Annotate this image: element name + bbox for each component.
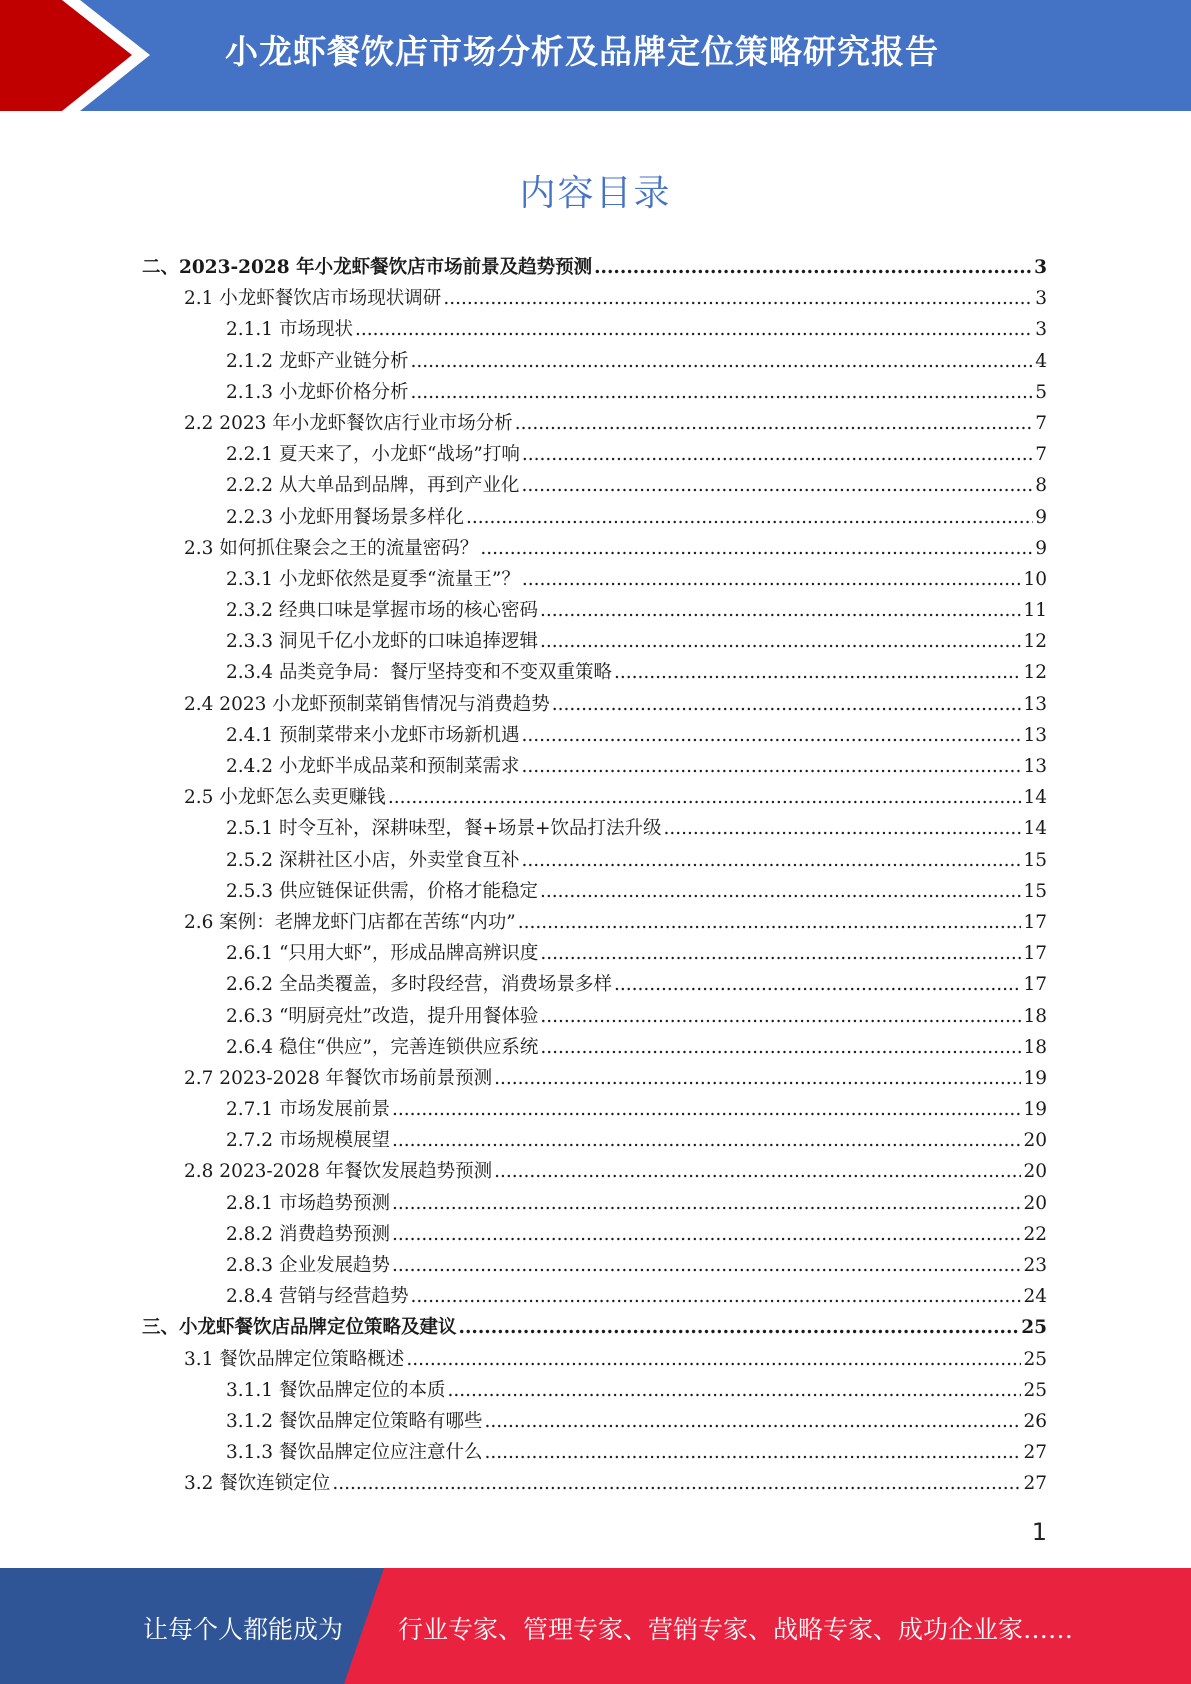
- toc-entry-label: 2.5.2 深耕社区小店，外卖堂食互补: [226, 849, 520, 871]
- toc-dot-leader: [552, 694, 1022, 715]
- toc-entry[interactable]: [0, 1064, 1047, 1095]
- toc-entry-label: 2.3 如何抓住聚会之王的流量密码？: [184, 537, 479, 559]
- toc-entry-page: 13: [1023, 756, 1047, 777]
- toc-entry[interactable]: [0, 1407, 1047, 1438]
- toc-entry-page: 17: [1023, 943, 1047, 965]
- toc-entry-page: 27: [1023, 1473, 1047, 1495]
- toc-entry-page: 13: [1023, 724, 1047, 746]
- toc-dot-leader: [521, 475, 1033, 496]
- toc-entry-page: 7: [1035, 444, 1047, 466]
- toc-entry-label: 2.2 2023 年小龙虾餐饮店行业市场分析: [184, 412, 513, 434]
- toc-dot-leader: [332, 1473, 1021, 1494]
- toc-entry[interactable]: [0, 503, 1047, 534]
- toc-entry-label: 2.6.4 稳住“供应”，完善连锁供应系统: [226, 1036, 539, 1058]
- toc-entry-page: 25: [1023, 1379, 1047, 1401]
- toc-entry-page: 23: [1023, 1255, 1047, 1276]
- toc-entry-page: 12: [1023, 631, 1047, 653]
- toc-entry-page: 10: [1023, 568, 1047, 590]
- toc-dot-leader: [484, 1411, 1021, 1432]
- toc-entry-label: 2.2.2 从大单品到品牌，再到产业化: [226, 475, 520, 497]
- toc-entry-label: 2.3.2 经典口味是掌握市场的核心密码: [226, 600, 538, 622]
- toc-entry-label: 3.1.3 餐饮品牌定位应注意什么: [226, 1442, 483, 1464]
- toc-entry-page: 20: [1023, 1192, 1047, 1214]
- toc-entry-page: 8: [1035, 475, 1047, 497]
- toc-entry-page: 20: [1023, 1130, 1047, 1152]
- toc-entry-page: 26: [1023, 1410, 1047, 1432]
- toc-entry-label: 二、2023-2028 年小龙虾餐饮店市场前景及趋势预测: [142, 257, 593, 278]
- toc-entry[interactable]: [0, 721, 1047, 752]
- toc-entry-label: 2.1 小龙虾餐饮店市场现状调研: [184, 288, 442, 310]
- toc-dot-leader: [540, 943, 1021, 964]
- toc-entry[interactable]: [0, 627, 1047, 658]
- toc-entry-label: 2.6.3 “明厨亮灶”改造，提升用餐体验: [226, 1005, 539, 1027]
- toc-entry[interactable]: [0, 284, 1047, 315]
- toc-entry[interactable]: [0, 1002, 1047, 1033]
- footer-banner: [0, 1568, 1191, 1684]
- toc-entry-label: 2.1.2 龙虾产业链分析: [226, 350, 409, 372]
- toc-entry-page: 5: [1035, 381, 1047, 403]
- toc-entry[interactable]: [0, 1345, 1047, 1376]
- toc-entry[interactable]: [0, 1469, 1047, 1500]
- toc-dot-leader: [447, 1380, 1021, 1401]
- toc-entry-label: 2.6 案例：老牌龙虾门店都在苦练“内功”: [184, 911, 516, 933]
- toc-entry-label: 2.2.3 小龙虾用餐场景多样化: [226, 506, 464, 528]
- toc-entry-page: 18: [1023, 1005, 1047, 1027]
- toc-entry-page: 19: [1023, 1067, 1047, 1089]
- toc-entry[interactable]: [0, 1033, 1047, 1064]
- toc-dot-leader: [494, 1161, 1021, 1182]
- toc-dot-leader: [392, 1193, 1021, 1214]
- toc-dot-leader: [614, 662, 1021, 683]
- toc-entry-label: 2.2.1 夏天来了，小龙虾“战场”打响: [226, 444, 520, 466]
- toc-entry-label: 2.5 小龙虾怎么卖更赚钱: [184, 787, 386, 809]
- toc-entry[interactable]: [0, 783, 1047, 814]
- toc-entry-label: 2.7.2 市场规模展望: [226, 1130, 390, 1152]
- toc-dot-leader: [515, 413, 1033, 434]
- toc-entry-label: 2.6.2 全品类覆盖，多时段经营，消费场景多样: [226, 974, 612, 996]
- toc-dot-leader: [443, 288, 1033, 309]
- toc-dot-leader: [410, 1286, 1021, 1307]
- toc-entry-page: 12: [1023, 662, 1047, 684]
- toc-entry[interactable]: [0, 814, 1047, 845]
- page-number: 1: [1031, 1518, 1047, 1546]
- toc-entry[interactable]: [0, 908, 1047, 939]
- toc-entry-page: 15: [1023, 849, 1047, 871]
- toc-dot-leader: [480, 538, 1033, 559]
- toc-entry-label: 3.1 餐饮品牌定位策略概述: [184, 1348, 405, 1370]
- toc-entry-page: 17: [1023, 911, 1047, 933]
- toc-dot-leader: [540, 600, 1021, 621]
- toc-entry-page: 25: [1023, 1348, 1047, 1370]
- toc-entry[interactable]: [0, 471, 1047, 502]
- toc-entry-label: 2.5.1 时令互补，深耕味型，餐+场景+饮品打法升级: [226, 818, 662, 840]
- toc-entry[interactable]: [0, 1126, 1047, 1157]
- toc-entry[interactable]: [0, 409, 1047, 440]
- toc-entry-page: 24: [1023, 1286, 1047, 1308]
- toc-dot-leader: [614, 974, 1021, 995]
- toc-entry[interactable]: [0, 939, 1047, 970]
- toc-entry[interactable]: [0, 1251, 1047, 1282]
- toc-dot-leader: [594, 257, 1032, 278]
- footer-expert-list: 行业专家、管理专家、营销专家、战略专家、成功企业家……: [398, 1615, 1074, 1644]
- toc-entry-label: 2.7.1 市场发展前景: [226, 1099, 390, 1121]
- toc-entry-label: 3.2 餐饮连锁定位: [184, 1473, 331, 1495]
- toc-entry-label: 2.5.3 供应链保证供需，价格才能稳定: [226, 880, 538, 902]
- toc-entry-label: 2.8.3 企业发展趋势: [226, 1255, 390, 1276]
- report-title: 小龙虾餐饮店市场分析及品牌定位策略研究报告: [225, 32, 939, 71]
- toc-entry[interactable]: [0, 534, 1047, 565]
- toc-entry-page: 9: [1035, 506, 1047, 528]
- toc-dot-leader: [392, 1224, 1021, 1245]
- toc-dot-leader: [518, 912, 1022, 933]
- toc-entry-page: 25: [1021, 1317, 1047, 1339]
- toc-dot-leader: [540, 631, 1021, 652]
- toc-entry-page: 3: [1035, 288, 1047, 310]
- toc-entry-label: 3.1.2 餐饮品牌定位策略有哪些: [226, 1410, 483, 1432]
- toc-entry-label: 2.7 2023-2028 年餐饮市场前景预测: [184, 1067, 493, 1089]
- toc-entry-label: 2.8.2 消费趋势预测: [226, 1223, 390, 1245]
- toc-entry[interactable]: [0, 440, 1047, 471]
- toc-entry[interactable]: [0, 1282, 1047, 1313]
- toc-entry[interactable]: [0, 690, 1047, 721]
- toc-entry-label: 2.1.3 小龙虾价格分析: [226, 381, 409, 403]
- toc-entry-label: 2.8 2023-2028 年餐饮发展趋势预测: [184, 1161, 493, 1183]
- toc-entry-page: 3: [1034, 257, 1047, 278]
- toc-entry[interactable]: [0, 1189, 1047, 1220]
- toc-dot-leader: [388, 787, 1022, 808]
- toc-dot-leader: [540, 881, 1021, 902]
- toc-entry-label: 2.4 2023 小龙虾预制菜销售情况与消费趋势: [184, 693, 550, 715]
- toc-dot-leader: [522, 444, 1033, 465]
- toc-entry[interactable]: [0, 1376, 1047, 1407]
- toc-entry-label: 2.3.3 洞见千亿小龙虾的口味追捧逻辑: [226, 631, 538, 653]
- toc-entry-label: 2.6.1 “只用大虾”，形成品牌高辨识度: [226, 943, 539, 965]
- toc-entry[interactable]: [0, 347, 1047, 378]
- toc-entry-label: 三、小龙虾餐饮店品牌定位策略及建议: [142, 1317, 457, 1339]
- toc-entry[interactable]: [0, 253, 1047, 284]
- toc-entry[interactable]: [0, 658, 1047, 689]
- toc-entry[interactable]: [0, 752, 1047, 783]
- toc-entry[interactable]: [0, 846, 1047, 877]
- toc-entry-label: 2.4.2 小龙虾半成品菜和预制菜需求: [226, 756, 520, 777]
- toc-entry-page: 20: [1023, 1161, 1047, 1183]
- toc-entry-page: 3: [1035, 319, 1047, 341]
- toc-dot-leader: [459, 1317, 1020, 1338]
- toc-entry-page: 13: [1023, 693, 1047, 715]
- toc-entry-page: 15: [1023, 880, 1047, 902]
- toc-entry-page: 18: [1023, 1036, 1047, 1058]
- toc-dot-leader: [392, 1255, 1021, 1276]
- toc-entry[interactable]: [0, 877, 1047, 908]
- toc-entry-label: 3.1.1 餐饮品牌定位的本质: [226, 1379, 446, 1401]
- toc-dot-leader: [392, 1099, 1021, 1120]
- toc-dot-leader: [663, 818, 1021, 839]
- toc-entry-label: 2.8.1 市场趋势预测: [226, 1192, 390, 1214]
- toc-dot-leader: [484, 1442, 1021, 1463]
- toc-dot-leader: [410, 351, 1033, 372]
- toc-heading: 内容目录: [519, 173, 672, 214]
- toc-dot-leader: [494, 1068, 1021, 1089]
- toc-entry-label: 2.1.1 市场现状: [226, 319, 353, 341]
- toc-entry[interactable]: [0, 1220, 1047, 1251]
- toc-dot-leader: [406, 1349, 1021, 1370]
- toc-dot-leader: [540, 1006, 1021, 1027]
- toc-entry-page: 9: [1035, 537, 1047, 559]
- toc-entry[interactable]: [0, 970, 1047, 1001]
- toc-entry-page: 17: [1023, 974, 1047, 996]
- footer-slogan: 让每个人都能成为: [143, 1615, 344, 1644]
- toc-entry[interactable]: [0, 1438, 1047, 1469]
- toc-dot-leader: [466, 507, 1033, 528]
- toc-dot-leader: [522, 569, 1022, 590]
- toc-entry-label: 2.3.1 小龙虾依然是夏季“流量王”？: [226, 568, 520, 590]
- toc-dot-leader: [540, 1037, 1021, 1058]
- toc-entry[interactable]: [0, 1157, 1047, 1188]
- toc-dot-leader: [410, 382, 1033, 403]
- toc-dot-leader: [392, 1130, 1021, 1151]
- toc-entry-label: 2.8.4 营销与经营趋势: [226, 1286, 409, 1308]
- toc-entry-label: 2.3.4 品类竞争局：餐厅坚持变和不变双重策略: [226, 662, 612, 684]
- toc-entry[interactable]: [0, 1313, 1047, 1344]
- toc-entry[interactable]: [0, 1095, 1047, 1126]
- toc-entry-page: 14: [1023, 818, 1047, 840]
- toc-entry[interactable]: [0, 596, 1047, 627]
- toc-entry-page: 22: [1023, 1223, 1047, 1245]
- toc-dot-leader: [521, 725, 1021, 746]
- toc-entry-label: 2.4.1 预制菜带来小龙虾市场新机遇: [226, 724, 520, 746]
- header-banner: [0, 0, 1191, 111]
- header-arrow-decoration: [0, 0, 160, 111]
- toc-entry-page: 4: [1035, 350, 1047, 372]
- toc-entry-page: 11: [1023, 600, 1047, 622]
- toc-entry[interactable]: [0, 315, 1047, 346]
- toc-entry-page: 14: [1023, 787, 1047, 809]
- table-of-contents: [0, 253, 1191, 1501]
- toc-dot-leader: [521, 850, 1021, 871]
- toc-entry-page: 27: [1023, 1442, 1047, 1464]
- toc-entry[interactable]: [0, 565, 1047, 596]
- toc-dot-leader: [355, 319, 1033, 340]
- toc-dot-leader: [521, 756, 1021, 777]
- toc-entry-page: 19: [1023, 1099, 1047, 1121]
- toc-entry-page: 7: [1035, 412, 1047, 434]
- toc-entry[interactable]: [0, 378, 1047, 409]
